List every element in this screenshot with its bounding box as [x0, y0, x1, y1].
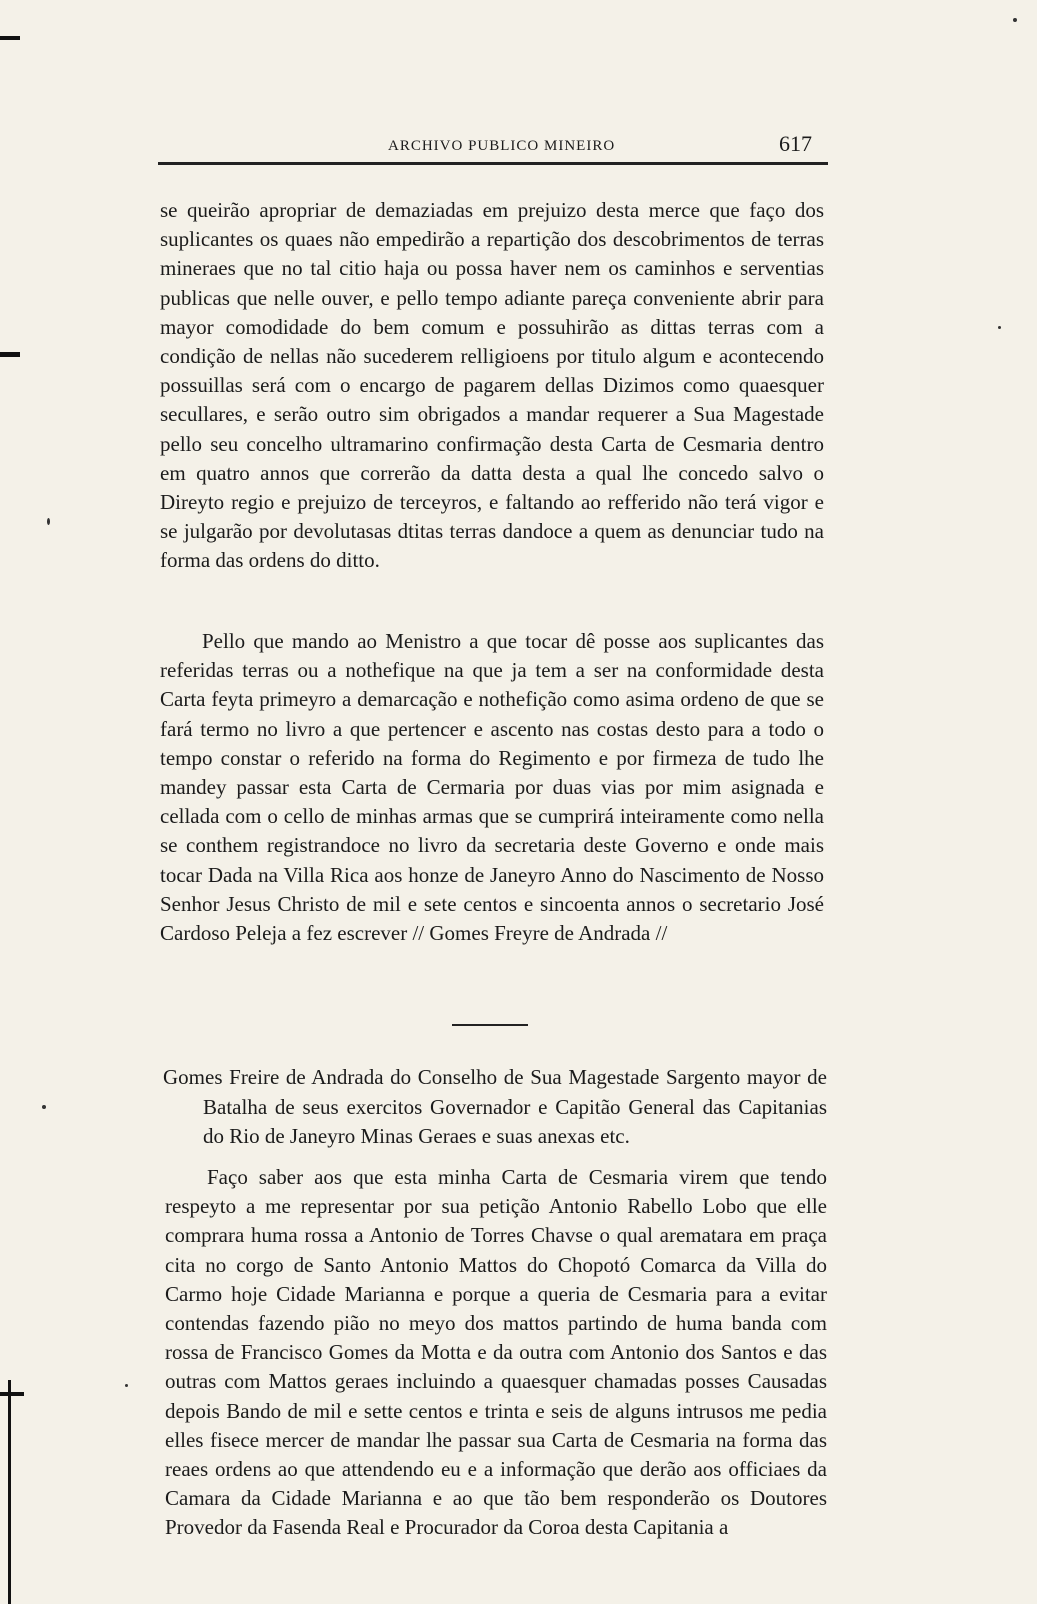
paragraph-text: Faço saber aos que esta minha Carta de Cesmaria virem que tendo respeyto a me representar por sua petição Antonio Rabello Lobo que elle comprara huma rossa a Antonio de Torres Chavse o qual arematara em praça cita no corgo de Santo Antonio Mattos do Chopotó Comarca da Villa do Carmo hoje Cidade Marianna e porque a queria de Cesmaria para a evitar contendas fazendo pião no meyo dos mattos partindo de huma banda com rossa de Francisco Gomes da Motta e da outra com Antonio dos Santos e das outras com Mattos geraes incluindo a quaesquer chamadas posses Causadas depois Bando de mil e sette centos e trinta e seis de alguns intrusos me pedia elles fisece mercer de mandar lhe passar sua Carta de Cesmaria na forma das reaes ordens ao que attendendo eu e a informação que derão aos officiaes da Camara da Cidade Marianna e ao que tão bem responderão os Doutores Provedor da Fasenda Real e Procurador da Coroa desta Capitania a — [165, 1165, 827, 1540]
scan-speck — [998, 326, 1001, 329]
running-head: ARCHIVO PUBLICO MINEIRO — [388, 138, 616, 154]
page-number: 617 — [779, 131, 812, 156]
scan-mark — [0, 352, 20, 357]
scan-mark — [0, 36, 20, 40]
paragraph-text: se queirão apropriar de demaziadas em prejuizo desta merce que faço dos suplicantes os quaes não empedirão a repartição dos descobrimentos de terras mineraes que no tal citio haja ou possa haver nem os caminhos e serventias publicas que nelle ouver, e pello tempo adiante pareça conveniente abrir para mayor comodidade do bem comum e possuhirão as dittas terras com a condição de nellas não sucederem relligioens por titulo algum e acontecendo possuillas será com o encargo de pagarem dellas Dizimos como quaesquer secullares, e serão outro sim obrigados a mandar requerer a Sua Magestade pello seu concelho ultramarino confirmação desta Carta de Cesmaria dentro em quatro annos que correrão da datta desta a qual lhe concedo salvo o Direyto regio e prejuizo de terceyros, e faltando ao refferido não terá vigor e se julgarão por devolutasas dtitas terras dandoce a quem as denunciar tudo na forma das ordens do ditto. — [160, 198, 824, 573]
page-header — [158, 128, 828, 168]
paragraph-body — [165, 1163, 827, 1543]
scan-mark — [0, 1392, 24, 1396]
scan-speck — [47, 518, 50, 525]
scan-mark — [8, 1380, 11, 1604]
scan-speck — [125, 1384, 128, 1387]
paragraph-continuation — [160, 196, 824, 576]
paragraph-closing — [160, 627, 824, 948]
header-rule — [158, 162, 828, 165]
paragraph-text: Pello que mando ao Menistro a que tocar dê posse aos suplicantes das referidas terras ou a nothefique na que ja tem a ser na conformidade desta Carta feyta primeyro a demarcação e nothefição como asima ordeno de que se fará termo no livro a que pertencer e ascento nas costas desto para a todo o tempo constar o referido na forma do Regimento e por firmeza de tudo lhe mandey passar esta Carta de Cermaria por duas vias por mim asignada e cellada com o cello de minhas armas que se cumprirá inteiramente como nella se conthem registrandoce no livro da secretaria deste Governo e onde mais tocar Dada na Villa Rica aos honze de Janeyro Anno do Nascimento de Nosso Senhor Jesus Christo de mil e sete centos e sincoenta annos o secretario José Cardoso Peleja a fez escrever // Gomes Freyre de Andrada // — [160, 629, 824, 946]
section-divider — [452, 1024, 528, 1026]
scan-speck — [42, 1105, 46, 1109]
document-heading: Gomes Freire de Andrada do Conselho de Sua Magestade Sargento mayor de Batalha de seus exercitos Governador e Capitão General das Capitanias do Rio de Janeyro Minas Geraes e suas anexas etc. — [163, 1065, 827, 1148]
scan-speck — [1013, 18, 1017, 22]
